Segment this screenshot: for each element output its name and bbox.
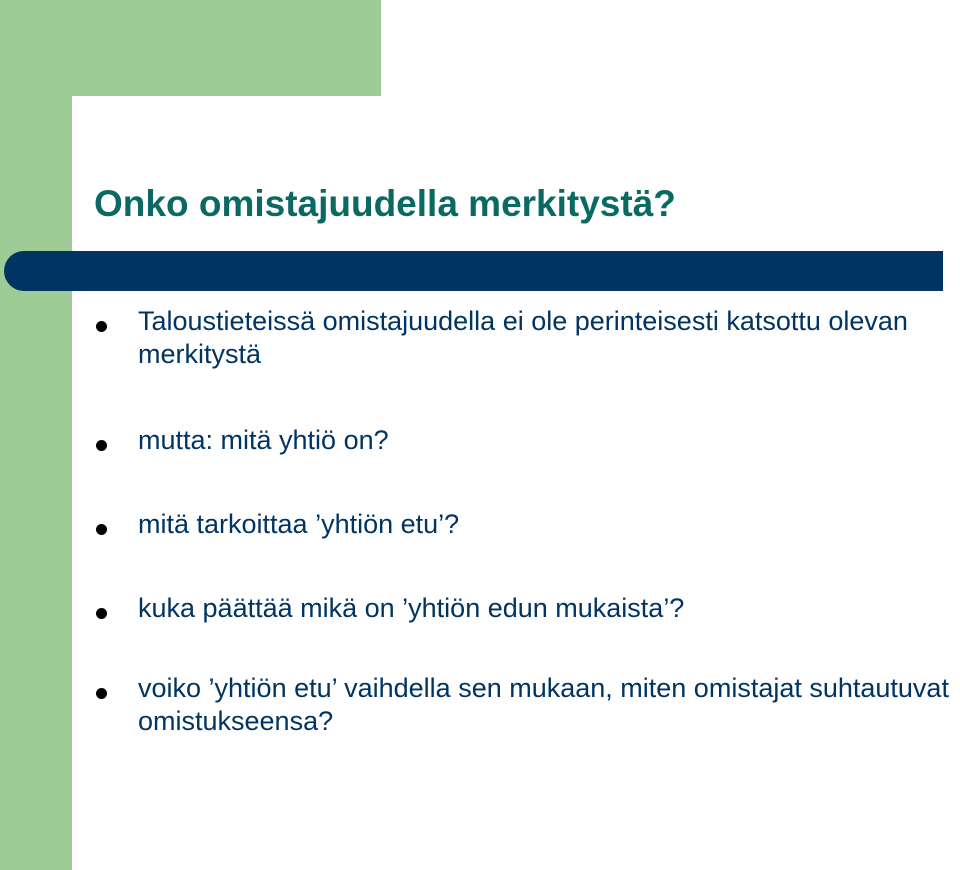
bullet-dot-icon [96, 608, 107, 619]
green-left-band [0, 0, 72, 870]
bullet-dot-icon [96, 524, 107, 535]
bullet-dot-icon [96, 440, 107, 451]
bullet-text: mitä tarkoittaa ’yhtiön etu’? [138, 509, 460, 539]
green-top-band [0, 0, 381, 96]
bullet-text: voiko ’yhtiön etu’ vaihdella sen mukaan, miten omistajat suhtautuvat omistukseensa? [138, 673, 949, 736]
title-underline-bar [4, 251, 943, 291]
bullet-text: Taloustieteissä omistajuudella ei ole perinteisesti katsottu olevan merkitystä [138, 306, 908, 369]
bullet-text: kuka päättää mikä on ’yhtiön edun mukaista’? [138, 593, 685, 623]
bullet-dot-icon [96, 321, 107, 332]
bullet-dot-icon [96, 688, 107, 699]
slide-title: Onko omistajuudella merkitystä? [94, 183, 676, 224]
bullet-text: mutta: mitä yhtiö on? [138, 425, 389, 455]
